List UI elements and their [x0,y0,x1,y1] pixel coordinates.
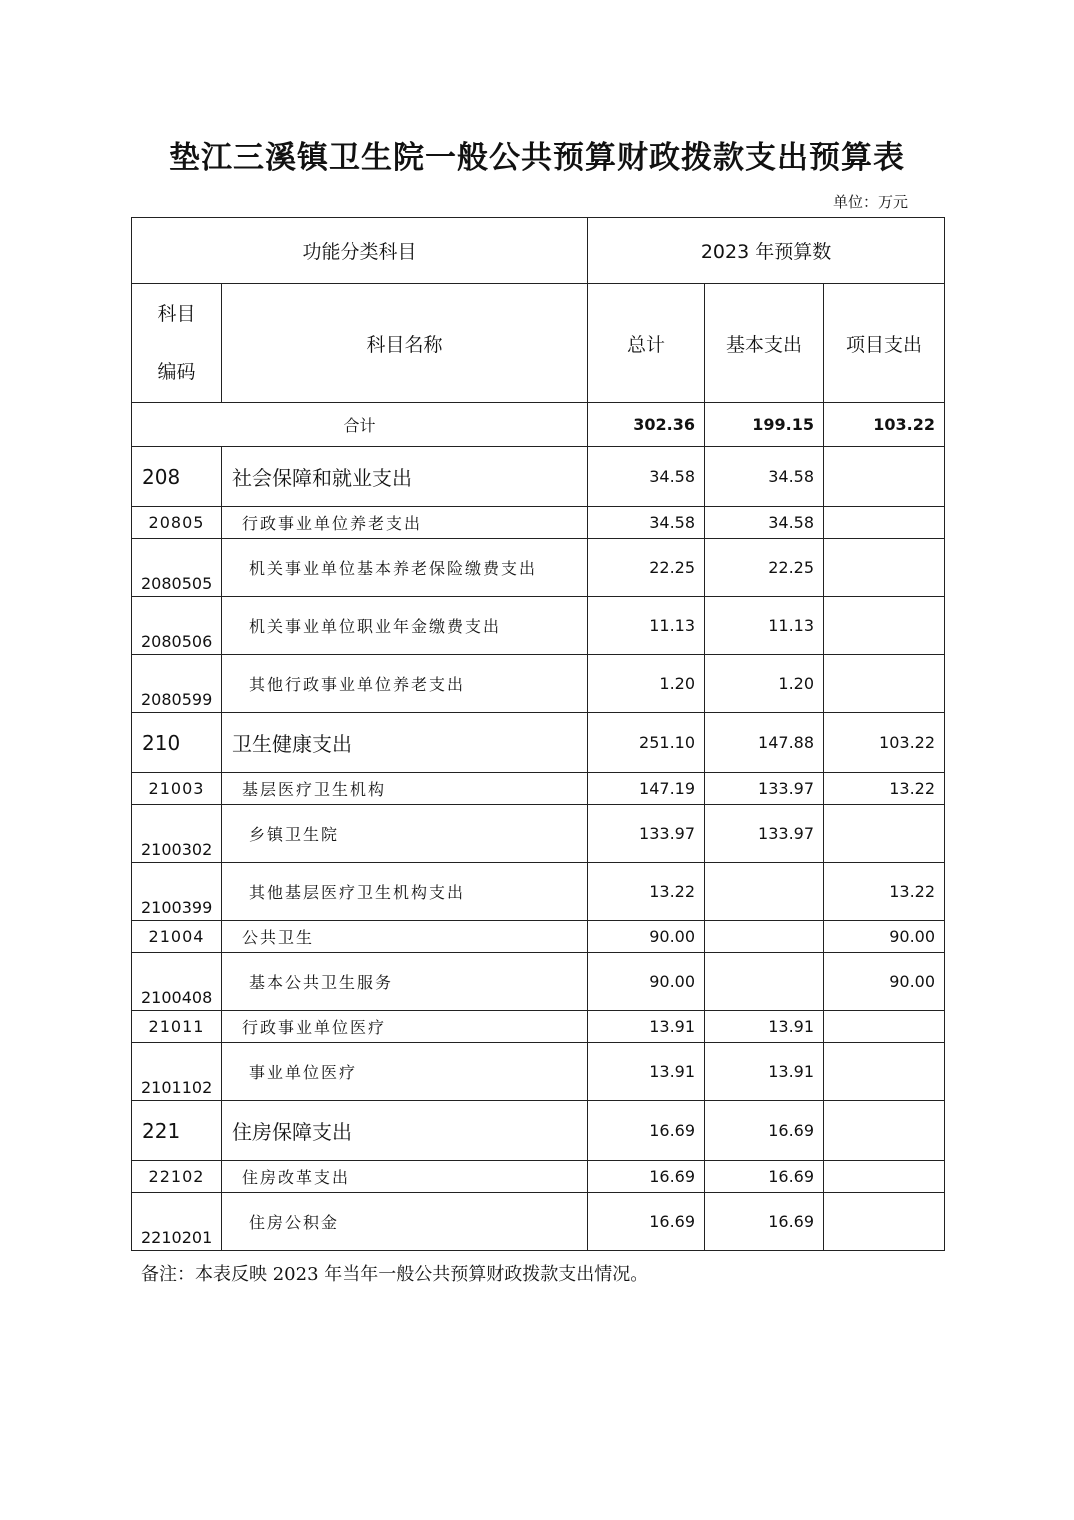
row-basic [705,953,824,1011]
table-row [132,1043,945,1101]
row-name: 机关事业单位基本养老保险缴费支出 [222,539,588,597]
unit-label: 单位：万元 [833,193,909,211]
table-row [132,539,945,597]
header-row-top [132,218,945,284]
code-header-line2: 编码 [157,360,196,383]
row-name: 机关事业单位职业年金缴费支出 [222,597,588,655]
row-code: 20805 [132,507,222,539]
row-project [824,1193,945,1251]
row-code: 2210201 [132,1193,222,1251]
row-basic: 34.58 [705,507,824,539]
row-total: 34.58 [588,507,705,539]
row-total: 133.97 [588,805,705,863]
row-basic: 133.97 [705,805,824,863]
table-row [132,447,945,507]
row-basic: 34.58 [705,447,824,507]
table-row [132,713,945,773]
row-project [824,655,945,713]
header-row-bottom [132,284,945,403]
row-project [824,805,945,863]
row-name: 住房改革支出 [222,1161,588,1193]
row-project [824,597,945,655]
table-row [132,863,945,921]
row-code: 2100399 [132,863,222,921]
basic-header: 基本支出 [705,284,824,403]
table-row [132,1101,945,1161]
table-row [132,921,945,953]
row-total: 13.22 [588,863,705,921]
row-total: 22.25 [588,539,705,597]
row-code: 2101102 [132,1043,222,1101]
row-total: 13.91 [588,1011,705,1043]
budget-table [131,217,945,1251]
row-project [824,1011,945,1043]
row-code: 22102 [132,1161,222,1193]
project-header: 项目支出 [824,284,945,403]
row-code: 208 [132,447,222,507]
code-header-line1: 科目 [157,302,196,325]
row-total: 16.69 [588,1161,705,1193]
row-name: 其他基层医疗卫生机构支出 [222,863,588,921]
row-name: 事业单位医疗 [222,1043,588,1101]
total-row-label: 合计 [132,403,588,447]
row-name: 基本公共卫生服务 [222,953,588,1011]
table-row [132,1011,945,1043]
row-name: 乡镇卫生院 [222,805,588,863]
row-basic: 133.97 [705,773,824,805]
row-total: 34.58 [588,447,705,507]
row-code: 2080506 [132,597,222,655]
row-project: 13.22 [824,863,945,921]
row-total: 16.69 [588,1193,705,1251]
row-name: 公共卫生 [222,921,588,953]
row-basic: 22.25 [705,539,824,597]
row-name: 行政事业单位养老支出 [222,507,588,539]
table-row [132,805,945,863]
row-code: 221 [132,1101,222,1161]
func-category-header: 功能分类科目 [132,218,588,284]
table-row [132,507,945,539]
row-basic: 147.88 [705,713,824,773]
row-project: 90.00 [824,921,945,953]
code-header [132,284,222,403]
row-project [824,1101,945,1161]
total-row [132,403,945,447]
row-total: 11.13 [588,597,705,655]
row-total: 251.10 [588,713,705,773]
row-code: 210 [132,713,222,773]
row-project: 90.00 [824,953,945,1011]
row-basic: 11.13 [705,597,824,655]
row-name: 住房公积金 [222,1193,588,1251]
row-total: 90.00 [588,953,705,1011]
page-title: 垫江三溪镇卫生院一般公共预算财政拨款支出预算表 [169,140,905,176]
total-header: 总计 [588,284,705,403]
row-project [824,447,945,507]
row-project [824,507,945,539]
name-header: 科目名称 [222,284,588,403]
row-project [824,1043,945,1101]
row-code: 2080505 [132,539,222,597]
row-name: 卫生健康支出 [222,713,588,773]
footnote: 备注：本表反映 2023 年当年一般公共预算财政拨款支出情况。 [141,1264,649,1285]
total-row-project: 103.22 [824,403,945,447]
budget-year-header: 2023 年预算数 [588,218,945,284]
row-basic: 13.91 [705,1011,824,1043]
row-total: 147.19 [588,773,705,805]
row-name: 其他行政事业单位养老支出 [222,655,588,713]
row-basic: 1.20 [705,655,824,713]
row-project [824,1161,945,1193]
row-basic: 16.69 [705,1101,824,1161]
row-total: 16.69 [588,1101,705,1161]
table-row [132,773,945,805]
row-name: 社会保障和就业支出 [222,447,588,507]
table-row [132,1193,945,1251]
row-name: 行政事业单位医疗 [222,1011,588,1043]
total-row-basic: 199.15 [705,403,824,447]
table-row [132,953,945,1011]
table-row [132,1161,945,1193]
row-project [824,539,945,597]
row-total: 90.00 [588,921,705,953]
row-code: 21004 [132,921,222,953]
row-code: 2100408 [132,953,222,1011]
row-project: 103.22 [824,713,945,773]
row-code: 21011 [132,1011,222,1043]
row-code: 2100302 [132,805,222,863]
row-basic: 16.69 [705,1161,824,1193]
budget-table-body [132,218,945,1251]
total-row-total: 302.36 [588,403,705,447]
row-basic: 16.69 [705,1193,824,1251]
table-row [132,655,945,713]
row-name: 基层医疗卫生机构 [222,773,588,805]
row-total: 13.91 [588,1043,705,1101]
row-basic [705,863,824,921]
row-code: 21003 [132,773,222,805]
row-project: 13.22 [824,773,945,805]
row-name: 住房保障支出 [222,1101,588,1161]
row-code: 2080599 [132,655,222,713]
row-basic: 13.91 [705,1043,824,1101]
row-total: 1.20 [588,655,705,713]
row-basic [705,921,824,953]
table-row [132,597,945,655]
